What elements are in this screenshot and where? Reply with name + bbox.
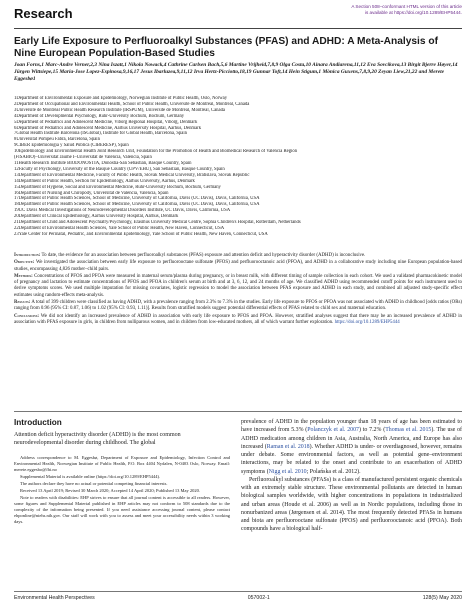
affiliation-item: 6Department of Pediatrics and Adolescent Medicine, Aarhus University Hospital, Aarhus, Denmark: [14, 125, 202, 131]
footnote-item: The authors declare they have no actual or potential competing financial interests.: [20, 480, 168, 486]
footer-issue: 128(5) May 2020: [422, 595, 462, 601]
affiliation-list: [14, 96, 464, 238]
affiliation-item: 10Epidemiology and Environmental Health Joint Research Unit, Foundation for the Promotion of Health and Biomedical Research of Valencia Region: [14, 149, 298, 155]
footnote-item: Received 13 April 2019; Revised 30 March 2020; Accepted 14 April 2020; Published 13 May 2020.: [20, 488, 200, 494]
affiliation-item: 15Department of Hygiene, Social and Environmental Medicine, Ruhr-University Bochum, Bochum, Germany: [14, 184, 221, 190]
section-label: Research: [14, 6, 73, 21]
abstract-methods-label: Methods:: [14, 273, 33, 279]
affiliation-item: 8Universitat Pompeu Fabra, Barcelona, Spain: [14, 137, 100, 143]
column-two-segment: Nigg et al. 2010: [268, 468, 307, 475]
column-two-segment-tail: ). Whether ADHD is under- or overdiagnosed, however, remains under debate. Some environmental factors, as well as potential gene–environment interactions, may be related to the onset and contribute to an exacerbation of ADHD symptoms (: [241, 443, 462, 475]
affiliation-item: 16Department of Nursing and Chiropody, Universitat de València, Valencia, Spain: [14, 190, 169, 196]
abstract-doi-link[interactable]: https://doi.org/10.1289/EHP5444: [334, 319, 400, 325]
abstract-rule: [14, 411, 462, 412]
abstract-results-label: Results:: [14, 299, 31, 305]
affiliation-item: 4Department of Developmental Psychology, Ruhr-University Bochum, Bochum, Germany: [14, 113, 185, 119]
affiliation-item: 1Department of Environmental Exposure and Epidemiology, Norwegian Institute of Public Health, Oslo, Norway: [14, 96, 228, 101]
column-two-segment-tail: ) to 7.2% (: [358, 427, 386, 434]
abstract-objective-text: We investigated the association between early life exposure to perfluorooctane sulfonate (PFOS) and perfluorooctanoic acid (PFOA), and ADHD in a collaborative study including nine European population-based studies, encompassing 4,826 mother–child pairs.: [14, 260, 462, 272]
article-title: Early Life Exposure to Perfluoroalkyl Substances (PFAS) and ADHD: A Meta-Analysis of Nine European Population-Based Studies: [14, 36, 439, 59]
affiliation-item: 23Yale Center for Perinatal, Pediatric, and Environmental Epidemiology, Yale School of Public Health, New Haven, Connecticut, USA: [14, 231, 268, 237]
column-two-segment-tail: ). The use of ADHD medication among children in Asia, Australia, North America, and Europe has also increased (: [241, 427, 463, 450]
footer-page-number: 057002-1: [247, 595, 270, 601]
abstract-objective-label: Objective:: [14, 260, 35, 266]
introduction-text: Attention deficit hyperactivity disorder (ADHD) is the most common neurodevelopmental disorder during childhood. The global: [14, 432, 181, 447]
abstract-methods-text: Concentrations of PFOS and PFOA were measured in maternal serum/plasma during pregnancy, or in breast milk, with different timing of sample collection in each cohort. We used a validated pharmacokinetic model of pregnancy and lactation to estimate concentrations of PFOS and PFOA in children's serum at birth and at 3, 6, 12, and 24 months of age. We classified ADHD using recommended cutoff points for each instrument used to derive symptoms scores. We used multiple imputation for missing covariates, logistic regression to model the association between PFAS exposure and ADHD in each study, and combined all adjusted study-specific effect estimates using random-effects meta-analysis.: [14, 273, 462, 298]
abstract: [14, 253, 462, 327]
page-footer: [14, 595, 462, 601]
introduction-heading: Introduction: [14, 418, 62, 427]
affiliation-item: 3Université de Montréal Public Health Research Institute (IRSPUM), Université de Montréal, Montreal, Canada: [14, 107, 226, 113]
abstract-conclusion-text: We did not identify an increased prevalence of ADHD in association with early life exposure to PFOS and PFOA. However, stratified analyses suggest that there may be an increased prevalence of ADHD in association with PFAS exposure in girls, in children from nulliparous women, and in children from low-educated mothers, all of which warrant further exploration.: [14, 313, 463, 325]
header-rule: [14, 28, 462, 29]
html-version-note-line2[interactable]: is available at https://doi.org/10.1289/EHP5444.: [364, 10, 462, 15]
affiliation-item: 21Department of Child and Adolescent Psychiatry/Psychology, Erasmus University Medical Centre, Sophia Children's Hospital, Rotterdam, Netherlands: [14, 220, 301, 226]
column-two-paragraph-1: [241, 418, 462, 476]
affiliation-item: 17Department of Public Health Sciences, School of Medicine, University of California, Davis (UC Davis), Davis, California, USA: [14, 196, 260, 202]
affiliation-item: 22Department of Environmental Health Sciences, Yale School of Public Health, New Haven, Connecticut, USA: [14, 225, 225, 231]
footnotes: [14, 455, 230, 526]
footnote-item: Supplemental Material is available online (https://doi.org/10.1289/EHP5444).: [20, 473, 161, 479]
affiliation-item: 19UC Davis Medical Investigations of Neurodevelopmental Disorders Institute, UC Davis, Davis, California, USA: [14, 208, 231, 214]
affiliation-item: (FISABIO)–Universitat Jaume I–Universitat de València, Valencia, Spain: [14, 155, 152, 161]
column-two-segment-tail: ; Polańska et al. 2012).: [306, 468, 361, 475]
affiliation-item: 5Department of Pediatrics and Adolescent Medicine, Viborg Regional Hospital, Viborg, Denmark: [14, 119, 198, 125]
citation-link[interactable]: Polanczyk et al. 2007: [307, 427, 359, 434]
affiliation-item: 20Department of Clinical Epidemiology, Aarhus University Hospital, Aarhus, Denmark: [14, 214, 179, 220]
affiliation-item: 14Department of Public Health, Section for Epidemiology, Aarhus University, Aarhus, Denmark: [14, 178, 195, 184]
column-two-segment: Thomas et al. 2015: [385, 427, 432, 434]
affiliation-item: 2Department of Occupational and Environmental Health, School of Public Health, Université de Montréal, Montreal, Canada: [14, 101, 250, 107]
footer-rule: [14, 591, 462, 592]
abstract-results-text: A total of 399 children were classified as having ADHD, with a prevalence ranging from 2.3% to 7.3% in the studies. Early life exposure to PFOS or PFOA was not associated with ADHD in childhood [odds ratios (ORs) ranging from 0.96 (95% CI: 0.87, 1.06) to 1.02 (95% CI: 0.93, 1.11)]. Results from stratified models suggest potential differential effects of PFAS related to child sex and maternal education.: [14, 299, 463, 312]
abstract-introduction-label: Introduction:: [14, 253, 41, 258]
column-two-segment: Raman et al. 2018: [266, 443, 310, 450]
column-two-text: [241, 418, 462, 534]
affiliation-item: 18Department of Public Health Sciences, School of Medicine, University of California, Davis (UC Davis), Davis, California, USA: [14, 202, 260, 208]
footnote-item: Address correspondence to M. Eggesbø, Department of Exposure and Epidemiology, Infection Control and Environmental Health, Norwegian Institute of Public Health, P.O. Box 4404 Nydalen, N-0403 Oslo, Norway. Email: merete.eggesbo@fhi.no: [14, 455, 230, 472]
html-version-note-line1: A Section 508–conformant HTML version of this article: [351, 4, 462, 9]
abstract-conclusion-label: Conclusions:: [14, 313, 39, 319]
column-two-segment: prevalence of ADHD in the population younger than 18 years of age has been estimated to have increased from 5.3% (: [241, 419, 462, 434]
footer-journal: Environmental Health Perspectives: [14, 595, 95, 601]
author-list: Joan Forns,1 Marc-Andre Verner,2,3 Nina Iszatt,1 Nikola Nowack,4 Cathrine Carlsen Bach,5,6 Martine Vrijheid,7,8,9 Olga Costa,10 Ainara Andiarena,11,12 Eva Sovcikova,13 Birgit Bjerre Høyer,14 Jürgen Wittsiepe,15 Maria-Jose Lopez-Espinosa,9,16,17 Jesus Ibarluzea,9,11,12 Irva Hertz-Picciotto,18,19 Gunnar Toft,14 Hein Stigum,1 Mònica Guxens,7,8,9,20 Zeyan Liew,21,22 and Merete Eggesbø1: [14, 62, 458, 82]
footnote-item: Note to readers with disabilities: EHP strives to ensure that all journal content is accessible to all readers. However, some figures and Supplemental Material published in EHP articles may not conform to 508 standards due to the complexity of the information being presented. If you need assistance accessing journal content, please contact ehponline@niehs.nih.gov. Our staff will work with you to assess and meet your accessibility needs within 3 working days.: [14, 495, 230, 524]
abstract-introduction-text: To date, the evidence for an association between perfluoroalkyl substances (PFAS) exposure and attention deficit and hyperactivity disorder (ADHD) is inconclusive.: [41, 253, 366, 258]
affiliation-item: 9CIBER Epidemiología y Salud Pública (CIBERESP), Spain: [14, 143, 129, 149]
affiliation-item: 11Health Research Institute BIODONOSTIA, Donostia-San Sebastian, Basque Country, Spain: [14, 160, 192, 166]
affiliation-item: 12Faculty of Psychology, University of the Basque Country (UPV/EHU), San Sebastian, Basque Country, Spain: [14, 166, 225, 172]
column-two-paragraph-2: Perfluoroalkyl substances (PFASs) is a class of manufactured persistent organic chemicals with an extremely stable structure. These environmental pollutants are detected in human biological samples worldwide, with higher concentrations in populations in industrialized and urban areas (Houde et al. 2006) as well as in Nordic populations, including those in nonurbanized areas (Jørgensen et al. 2014). The most frequently detected PFASs in humans and biota are perfluorooctane sulfonate (PFOS) and perfluorooctanoic acid (PFOA). Both compounds have a biological half-: [241, 476, 462, 533]
html-version-note: [312, 4, 462, 16]
affiliation-item: 7Global Health Institute Barcelona (ISGlobal), Institute for Global Health, Barcelona, Spain: [14, 131, 187, 137]
affiliation-item: 13Department of Environmental Medicine, Faculty of Public Health, Slovak Medical University, Bratislava, Slovak Republic: [14, 172, 250, 178]
